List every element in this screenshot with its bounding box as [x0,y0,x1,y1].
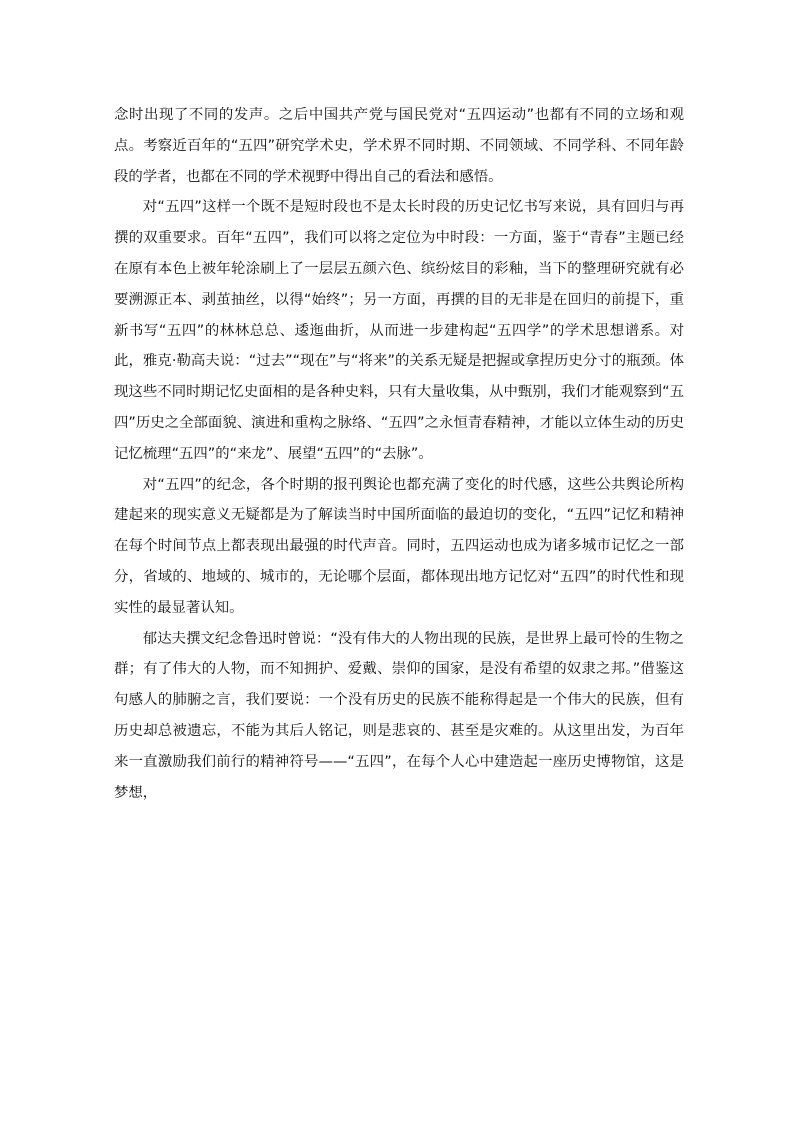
paragraph-public-opinion: 对“五四”的纪念，各个时期的报刊舆论也都充满了变化的时代感，这些公共舆论所构建起来的现实意义无疑都是为了解读当时中国所面临的最迫切的变化，“五四”记忆和精神在每个时间节点上都表现出最强的时代声音。同时，五四运动也成为诸多城市记忆之一部分，省域的、地域的、城市的，无论哪个层面，都体现出地方记忆对“五四”的时代性和现实性的最显著认知。 [114,476,684,616]
paragraph-history-rewriting: 对“五四”这样一个既不是短时段也不是太长时段的历史记忆书写来说，具有回归与再撰的双重要求。百年“五四”，我们可以将之定位为中时段：一方面，鉴于“青春”主题已经在原有本色上被年轮涂刷上了一层层五颜六色、缤纷炫目的彩釉，当下的整理研究就有必要溯源正本、剥茧抽丝，以得“始终”；另一方面，再撰的目的无非是在回归的前提下，重新书写“五四”的林林总总、逶迤曲折，从而进一步建构起“五四学”的学术思想谱系。对此，雅克·勒高夫说：“过去”“现在”与“将来”的关系无疑是把握或拿捏历史分寸的瓶颈。体现这些不同时期记忆史面相的是各种史料，只有大量收集，从中甄别，我们才能观察到“五四”历史之全部面貌、演进和重构之脉络、“五四”之永恒青春精神，才能以立体生动的历史记忆梳理“五四”的“来龙”、展望“五四”的“去脉”。 [114,199,684,462]
document-body [114,100,684,808]
paragraph-yu-dafu-quote: 郁达夫撰文纪念鲁迅时曾说：“没有伟大的人物出现的民族，是世界上最可怜的生物之群；有了伟大的人物，而不知拥护、爱戴、崇仰的国家，是没有希望的奴隶之邦。”借鉴这句感人的肺腑之言，我们要说：一个没有历史的民族不能称得起是一个伟大的民族，但有历史却总被遗忘，不能为其后人铭记，则是悲哀的、甚至是灾难的。从这里出发，为百年来一直激励我们前行的精神符号——“五四”，在每个人心中建造起一座历史博物馆，这是梦想， [114,630,684,801]
paragraph-continuation: 念时出现了不同的发声。之后中国共产党与国民党对“五四运动”也都有不同的立场和观点。考察近百年的“五四”研究学术史，学术界不同时期、不同领域、不同学科、不同年龄段的学者，也都在不同的学术视野中得出自己的看法和感悟。 [114,107,684,185]
